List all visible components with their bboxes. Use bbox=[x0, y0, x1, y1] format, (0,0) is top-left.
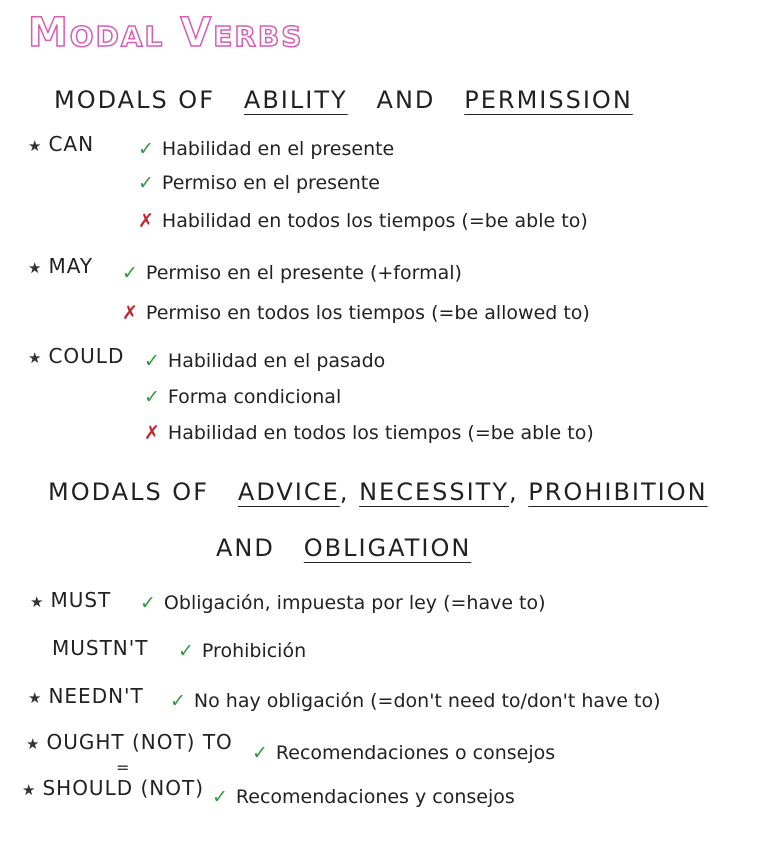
cross-icon: ✗ bbox=[122, 302, 138, 324]
check-icon: ✓ bbox=[138, 172, 154, 194]
star-icon: ★ bbox=[28, 349, 43, 367]
item-text: No hay obligación (=don't need to/don't have to) bbox=[193, 690, 661, 712]
term-obligation: OBLIGATION bbox=[303, 534, 472, 562]
section-heading-obligation bbox=[216, 534, 471, 562]
list-item bbox=[144, 422, 594, 444]
verb-mustnt bbox=[52, 636, 148, 660]
item-text: Obligación, impuesta por ley (=have to) bbox=[163, 592, 546, 614]
section-joiner: AND bbox=[376, 86, 436, 114]
check-icon: ✓ bbox=[252, 742, 268, 764]
check-icon: ✓ bbox=[178, 640, 194, 662]
term-ability: ABILITY bbox=[243, 86, 348, 114]
cross-icon: ✗ bbox=[144, 422, 160, 444]
verb-may bbox=[28, 254, 93, 278]
item-text: Permiso en el presente (+formal) bbox=[145, 262, 462, 284]
item-text: Habilidad en el pasado bbox=[167, 350, 386, 372]
verb-must bbox=[30, 588, 111, 612]
verb-label: COULD bbox=[48, 344, 125, 368]
verb-label: CAN bbox=[48, 132, 95, 156]
item-text: Permiso en todos los tiempos (=be allowed to) bbox=[145, 302, 590, 324]
star-icon: ★ bbox=[28, 689, 43, 707]
section-heading-ability bbox=[54, 86, 633, 114]
verb-label: OUGHT (NOT) TO bbox=[46, 730, 233, 754]
item-text: Habilidad en todos los tiempos (=be able to) bbox=[167, 422, 594, 444]
list-item bbox=[144, 386, 341, 408]
item-text: Recomendaciones y consejos bbox=[235, 786, 515, 808]
list-item bbox=[138, 138, 394, 160]
comma: , bbox=[509, 478, 519, 506]
check-icon: ✓ bbox=[170, 690, 186, 712]
check-icon: ✓ bbox=[144, 350, 160, 372]
star-icon: ★ bbox=[28, 137, 43, 155]
item-text: Forma condicional bbox=[167, 386, 342, 408]
item-text: Prohibición bbox=[201, 640, 307, 662]
cross-icon: ✗ bbox=[138, 210, 154, 232]
list-item bbox=[252, 742, 555, 764]
section-joiner: AND bbox=[216, 534, 275, 562]
page-title: Modal Verbs bbox=[28, 10, 304, 56]
section-prefix: MODALS OF bbox=[48, 478, 210, 506]
term-prohibition: PROHIBITION bbox=[528, 478, 708, 506]
verb-should bbox=[22, 776, 204, 800]
check-icon: ✓ bbox=[122, 262, 138, 284]
verb-label: NEEDN'T bbox=[48, 684, 144, 708]
verb-can bbox=[28, 132, 94, 156]
item-text: Habilidad en el presente bbox=[161, 138, 395, 160]
term-necessity: NECESSITY bbox=[359, 478, 509, 506]
list-item bbox=[144, 350, 385, 372]
verb-neednt bbox=[28, 684, 144, 708]
verb-ought bbox=[26, 730, 233, 754]
list-item bbox=[140, 592, 546, 614]
verb-label: SHOULD (NOT) bbox=[42, 776, 204, 800]
equals-sign: = bbox=[116, 758, 130, 777]
comma: , bbox=[339, 478, 350, 506]
list-item bbox=[178, 640, 306, 662]
star-icon: ★ bbox=[26, 735, 41, 753]
list-item bbox=[122, 302, 590, 324]
verb-label: MUST bbox=[50, 588, 112, 612]
item-text: Recomendaciones o consejos bbox=[275, 742, 556, 764]
section-prefix: MODALS OF bbox=[54, 86, 216, 114]
star-icon: ★ bbox=[30, 593, 45, 611]
list-item bbox=[122, 262, 462, 284]
list-item bbox=[170, 690, 661, 712]
star-icon: ★ bbox=[28, 259, 43, 277]
item-text: Habilidad en todos los tiempos (=be able to) bbox=[161, 210, 588, 232]
check-icon: ✓ bbox=[212, 786, 228, 808]
verb-label: MUSTN'T bbox=[52, 636, 149, 660]
check-icon: ✓ bbox=[144, 386, 160, 408]
term-permission: PERMISSION bbox=[464, 86, 633, 114]
list-item bbox=[212, 786, 515, 808]
star-icon: ★ bbox=[22, 781, 37, 799]
check-icon: ✓ bbox=[138, 138, 154, 160]
item-text: Permiso en el presente bbox=[161, 172, 380, 194]
verb-label: MAY bbox=[48, 254, 94, 278]
list-item bbox=[138, 210, 588, 232]
verb-could bbox=[28, 344, 124, 368]
term-advice: ADVICE bbox=[237, 478, 340, 506]
list-item bbox=[138, 172, 380, 194]
check-icon: ✓ bbox=[140, 592, 156, 614]
section-heading-advice bbox=[48, 478, 708, 506]
